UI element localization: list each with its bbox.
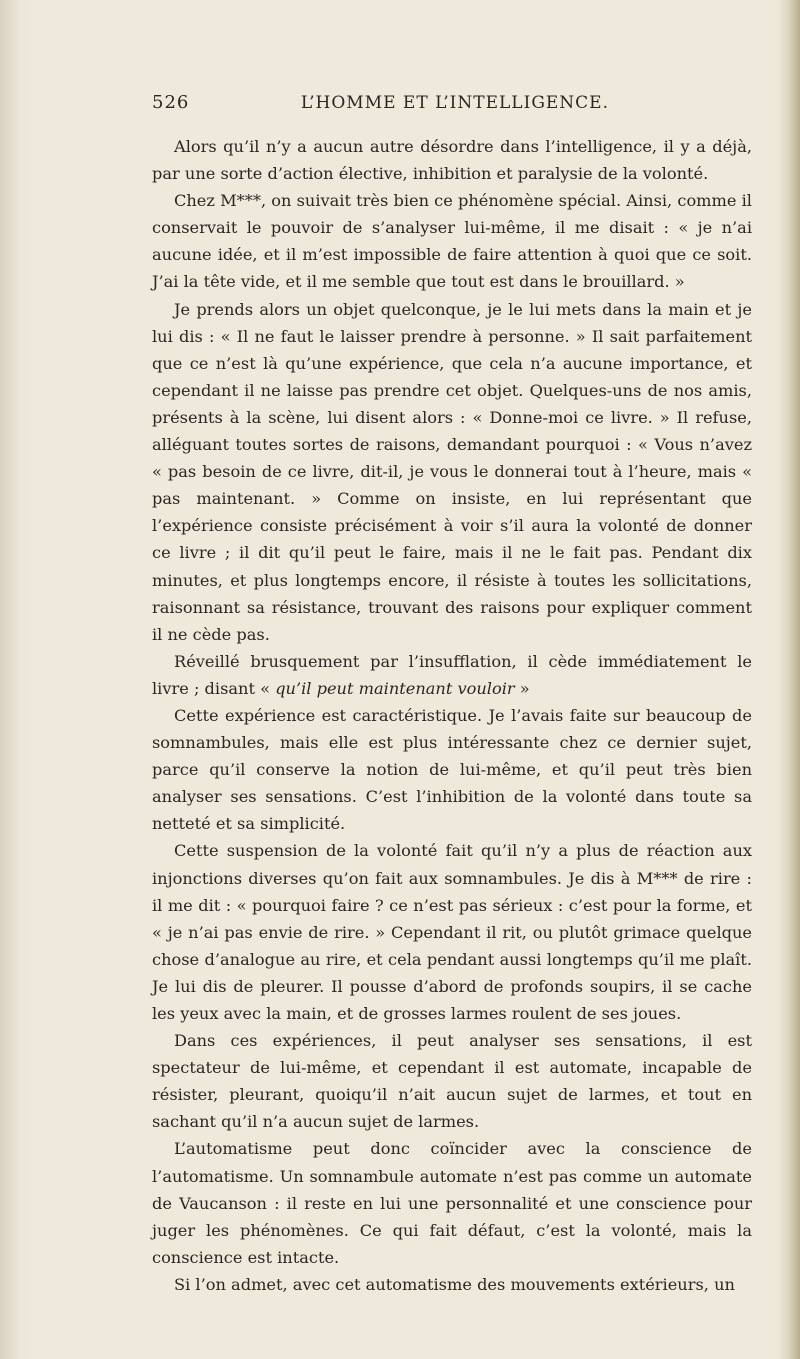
paragraph-text: Réveillé brusquement par l’insufflation, il cède immédiatement le livre ; disant « <box>152 651 752 698</box>
page-header <box>152 92 737 113</box>
paragraph: Cette suspension de la volonté fait qu’il n’y a plus de réaction aux injonctions diverses qu’on fait aux somnambules. Je dis à M*** de rire : il me dit : « pourquoi faire ? ce n’est pas sérieux : c’est pour la forme, et « je n’ai pas envie de rire. » Cependant il rit, ou plutôt grimace quelque chose d’analogue au rire, et cela pendant aussi longtemps qu’il me plaît. Je lui dis de pleurer. Il pousse d’abord de profonds soupirs, il se cache les yeux avec la main, et de grosses larmes roulent de ses joues. <box>152 841 752 1023</box>
body-text <box>152 133 752 1298</box>
paragraph: Cette expérience est caractéristique. Je l’avais faite sur beaucoup de somnambules, mais elle est plus intéressante chez ce dernier sujet, parce qu’il conserve la notion de lui-même, et qu’il peut très bien analyser ses sensations. C’est l’inhibition de la volonté dans toute sa netteté et sa simplicité. <box>152 705 752 834</box>
paragraph-text: » <box>514 678 530 698</box>
italic-quote: qu’il peut maintenant vouloir <box>275 678 515 698</box>
page-number: 526 <box>152 92 190 113</box>
paragraph: Chez M***, on suivait très bien ce phénomène spécial. Ainsi, comme il conservait le pouvoir de s’analyser lui-même, il me disait : « je n’ai aucune idée, et il m’est impossible de faire attention à quoi que ce soit. J’ai la tête vide, et il me semble que tout est dans le brouillard. » <box>152 191 752 292</box>
paragraph: Je prends alors un objet quelconque, je le lui mets dans la main et je lui dis : « Il ne faut le laisser prendre à personne. » Il sait parfaitement que ce n’est là qu’une expérience, que cela n’a aucune importance, et cependant il ne laisse pas prendre cet objet. Quelques-uns de nos amis, présents à la scène, lui disent alors : « Donne-moi ce livre. » Il refuse, alléguant toutes sortes de raisons, demandant pourquoi : « Vous n’avez « pas besoin de ce livre, dit-il, je vous le donnerai tout à l’heure, mais « pas maintenant. » Comme on insiste, en lui représentant que l’expérience consiste précisément à voir s’il aura la volonté de donner ce livre ; il dit qu’il peut le faire, mais il ne le fait pas. Pendant dix minutes, et plus longtemps encore, il résiste à toutes les sollicitations, raisonnant sa résistance, trouvant des raisons pour expliquer comment il ne cède pas. <box>152 299 752 644</box>
paragraph: Si l’on admet, avec cet automatisme des mouvements extérieurs, un <box>174 1274 735 1294</box>
paragraph: Alors qu’il n’y a aucun autre désordre dans l’intelligence, il y a déjà, par une sorte d’action élective, inhibition et paralysie de la volonté. <box>152 137 752 184</box>
paragraph: L’automatisme peut donc coïncider avec la conscience de l’automatisme. Un somnambule automate n’est pas comme un automate de Vaucanson : il reste en lui une personnalité et une conscience pour juger les phénomènes. Ce qui fait défaut, c’est la volonté, mais la conscience est intacte. <box>152 1139 752 1267</box>
running-title: L’HOMME ET L’INTELLIGENCE. <box>300 93 609 113</box>
paragraph: Dans ces expériences, il peut analyser ses sensations, il est spectateur de lui-même, et cependant il est automate, incapable de résister, pleurant, quoiqu’il n’ait aucun sujet de larmes, et tout en sachant qu’il n’a aucun sujet de larmes. <box>152 1031 752 1132</box>
paragraph <box>152 648 752 702</box>
page-edge-shadow-left <box>0 0 34 1359</box>
page-edge-shadow-right <box>778 0 800 1359</box>
